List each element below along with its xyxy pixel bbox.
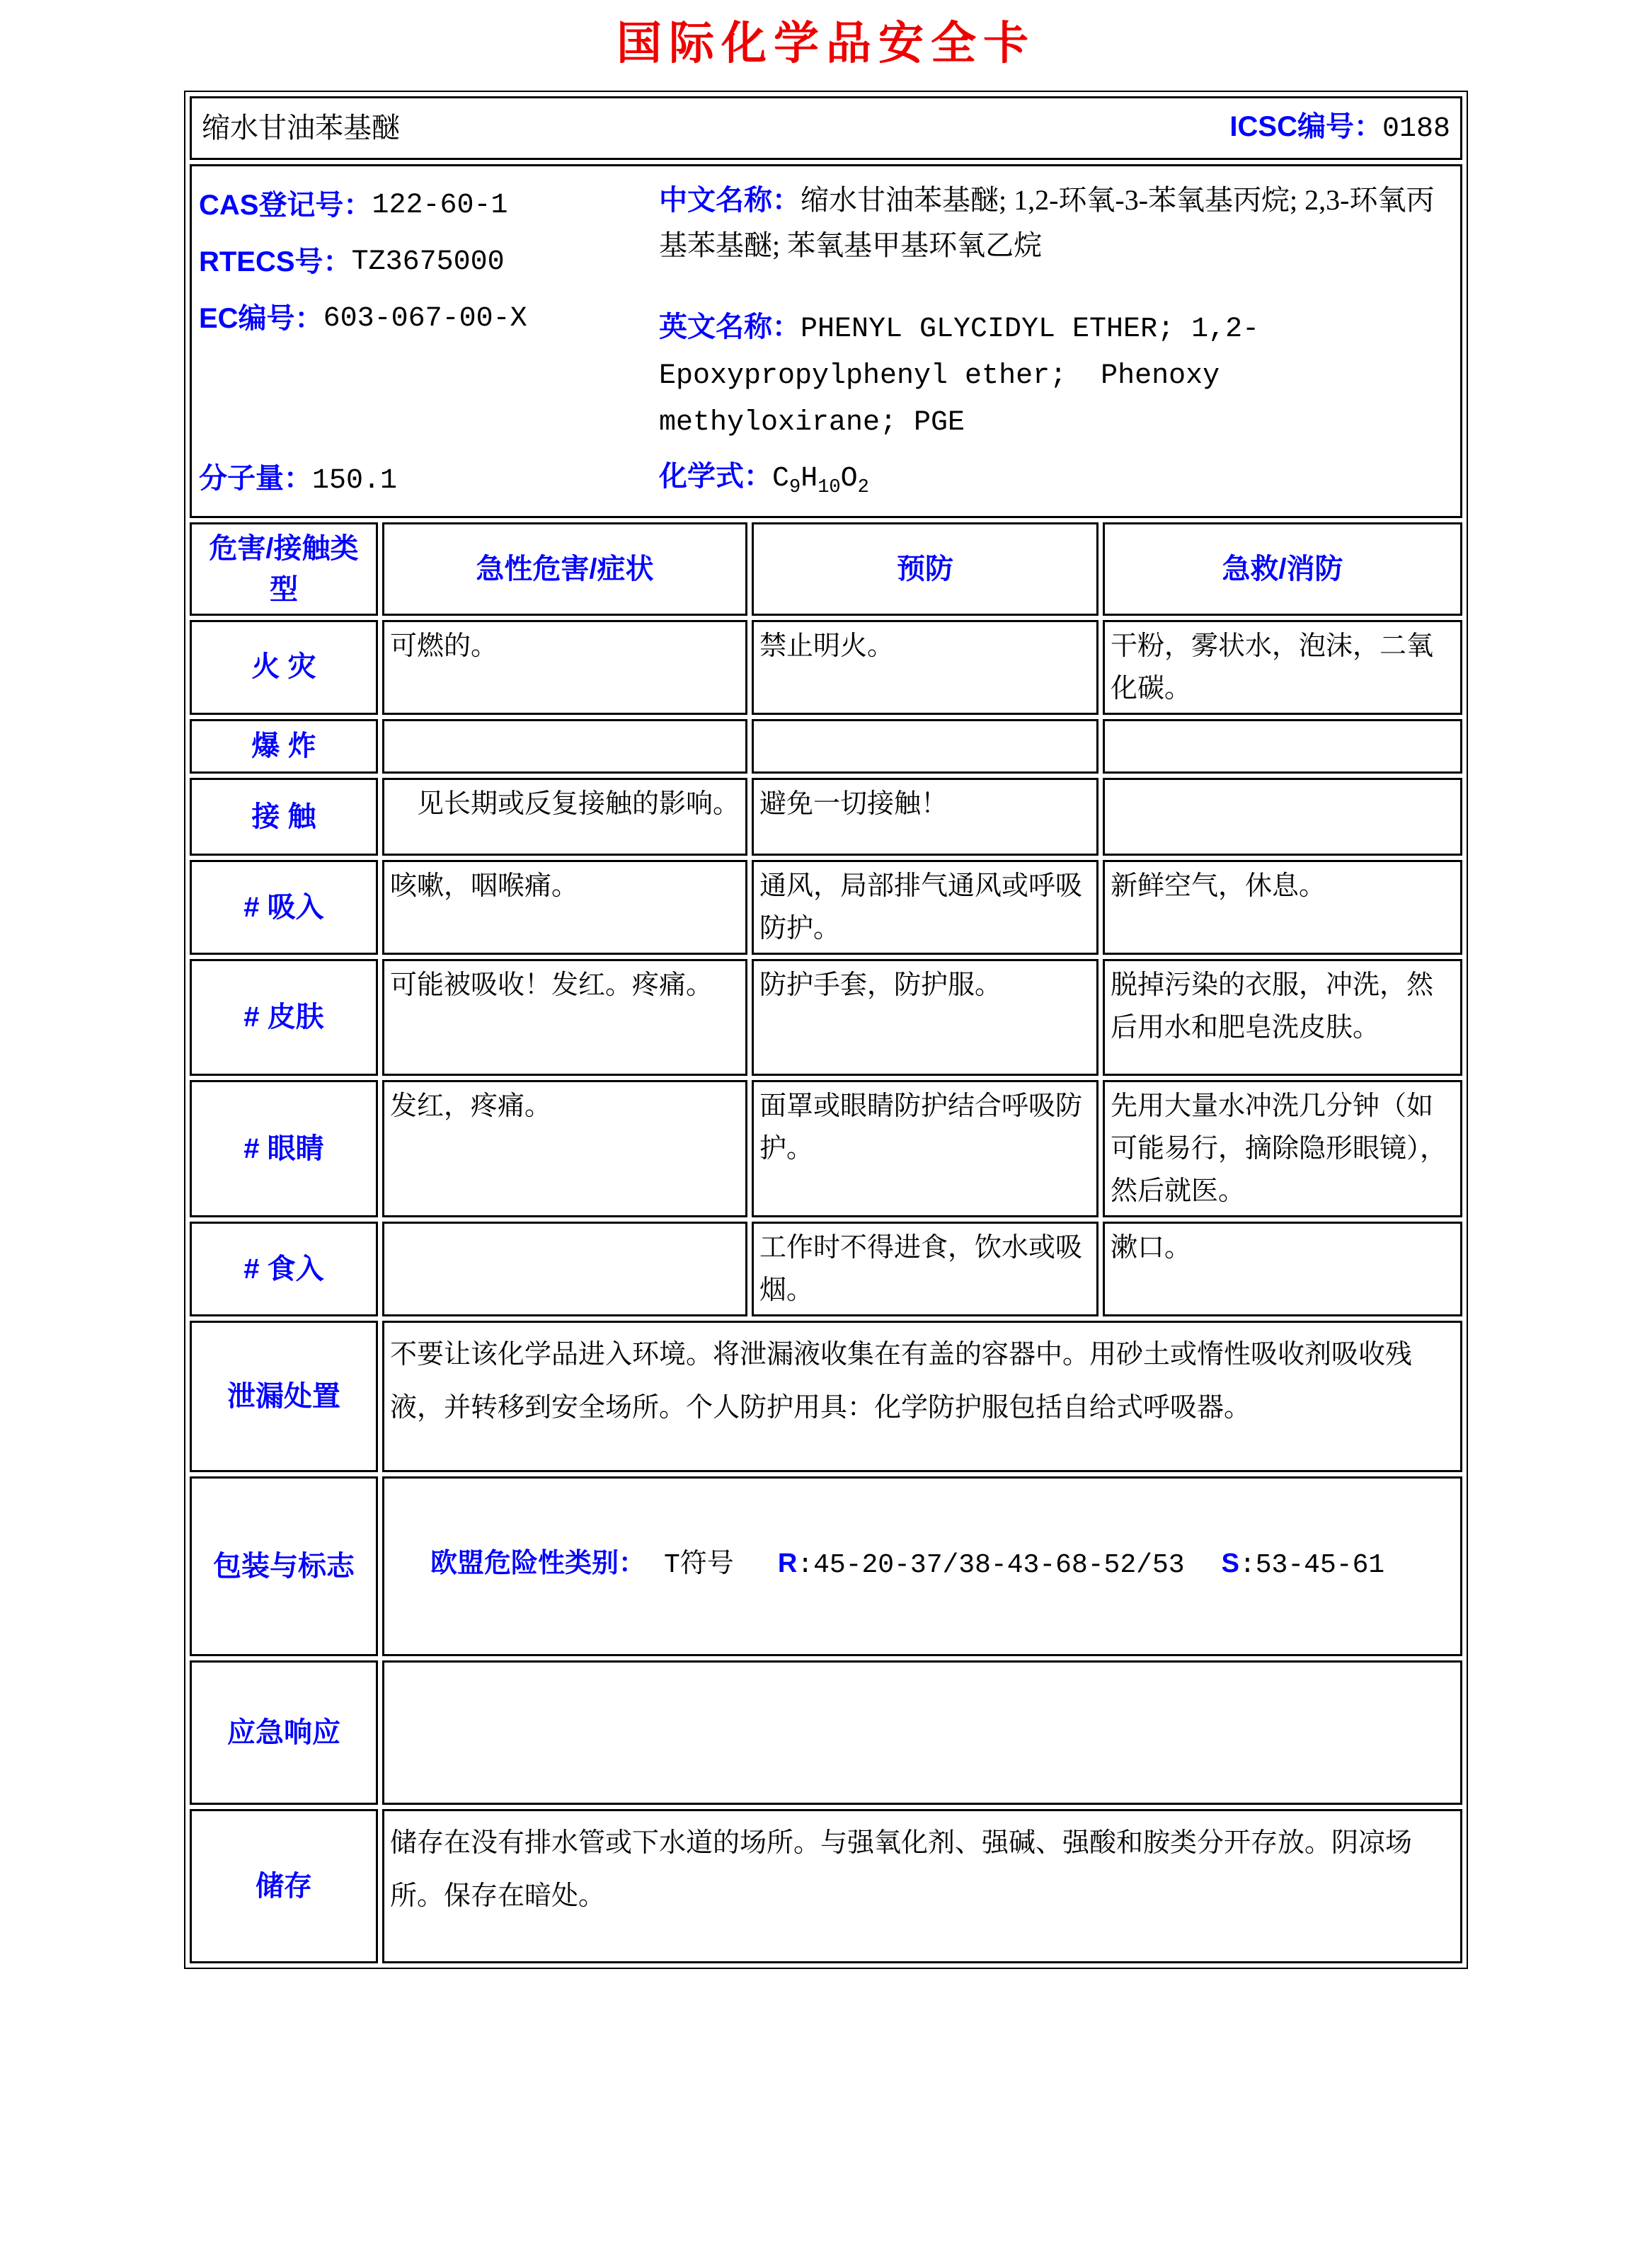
chinese-name-value: 缩水甘油苯基醚; 1,2-环氧-3-苯氧基丙烷; 2,3-环氧丙基苯基醚; 苯氧基甲基环氧乙烷 — [658, 184, 1435, 261]
ec-value: 603-067-00-X — [323, 303, 527, 335]
explosion-label: 爆 炸 — [190, 719, 378, 774]
skin-prevention: 防护手套，防护服。 — [752, 959, 1099, 1076]
icsc-number-value: 0188 — [1382, 113, 1451, 146]
ingestion-firstaid: 漱口。 — [1103, 1222, 1462, 1316]
packaging-text — [382, 1476, 1462, 1656]
icsc-number-group — [1229, 104, 1450, 151]
section-row-emergency — [190, 1660, 1462, 1805]
explosion-symptoms — [382, 719, 747, 774]
skin-firstaid: 脱掉污染的衣服，冲洗，然后用水和肥皂洗皮肤。 — [1103, 959, 1462, 1076]
spill-label: 泄漏处置 — [190, 1321, 378, 1472]
cas-line — [199, 178, 659, 234]
explosion-prevention — [752, 719, 1099, 774]
ingestion-label: # 食入 — [190, 1222, 378, 1316]
eu-class-label: 欧盟危险性类别： — [430, 1548, 646, 1578]
column-header-prevention: 预防 — [752, 522, 1099, 616]
formula-c: C — [771, 463, 789, 495]
fire-prevention: 禁止明火。 — [752, 620, 1099, 715]
eyes-prevention: 面罩或眼睛防护结合呼吸防护。 — [752, 1080, 1099, 1217]
column-header-firstaid: 急救/消防 — [1103, 522, 1462, 616]
english-name-label: 英文名称： — [658, 311, 801, 343]
eyes-label: # 眼睛 — [190, 1080, 378, 1217]
exposure-label: 接 触 — [190, 778, 378, 856]
ingestion-prevention: 工作时不得进食，饮水或吸烟。 — [752, 1222, 1099, 1316]
molecular-weight — [199, 456, 659, 510]
formula-o-count: 2 — [857, 477, 869, 499]
s-phrases-value: 53-45-61 — [1255, 1549, 1385, 1580]
name-row — [190, 96, 1462, 160]
ec-label: EC编号： — [198, 303, 323, 335]
identification-grid — [197, 169, 1455, 513]
rtecs-label: RTECS号： — [198, 246, 352, 278]
hazard-row-exposure — [190, 778, 1462, 856]
formula-h: H — [801, 463, 818, 495]
chemical-formula — [659, 454, 1452, 510]
page-title: 国际化学品安全卡 — [616, 18, 1036, 69]
exposure-symptoms: 见长期或反复接触的影响。 — [382, 778, 747, 856]
ec-line — [199, 291, 659, 348]
emergency-text — [382, 1660, 1462, 1805]
chemical-formula-label: 化学式： — [658, 461, 772, 493]
emergency-label: 应急响应 — [190, 1660, 378, 1805]
column-header-symptoms: 急性危害/症状 — [382, 522, 747, 616]
rtecs-value: TZ3675000 — [351, 246, 505, 279]
s-separator: : — [1239, 1549, 1256, 1580]
registry-numbers — [199, 178, 659, 451]
column-header-hazard-type: 危害/接触类型 — [190, 522, 378, 616]
molecular-weight-label: 分子量： — [198, 462, 312, 494]
inhalation-prevention: 通风，局部排气通风或呼吸防护。 — [752, 860, 1099, 955]
icsc-card-table — [184, 91, 1468, 1969]
inhalation-label: # 吸入 — [190, 860, 378, 955]
storage-label: 储存 — [190, 1809, 378, 1963]
english-name-block — [659, 305, 1452, 445]
r-phrases-label: R — [777, 1548, 798, 1578]
chemical-names — [659, 178, 1452, 451]
fire-symptoms: 可燃的。 — [382, 620, 747, 715]
name-bar — [197, 101, 1455, 155]
eyes-firstaid: 先用大量水冲洗几分钟（如可能易行，摘除隐形眼镜），然后就医。 — [1103, 1080, 1462, 1217]
name-cell — [190, 96, 1462, 160]
hazard-row-eyes — [190, 1080, 1462, 1217]
chemical-name: 缩水甘油苯基醚 — [201, 112, 400, 144]
skin-symptoms: 可能被吸收！发红。疼痛。 — [382, 959, 747, 1076]
spill-text: 不要让该化学品进入环境。将泄漏液收集在有盖的容器中。用砂土或惰性吸收剂吸收残液，并转移到安全场所。个人防护用具：化学防护服包括自给式呼吸器。 — [382, 1321, 1462, 1472]
packaging-label: 包装与标志 — [190, 1476, 378, 1656]
storage-text: 储存在没有排水管或下水道的场所。与强氧化剂、强碱、强酸和胺类分开存放。阴凉场所。保存在暗处。 — [382, 1809, 1462, 1963]
ingestion-symptoms — [382, 1222, 747, 1316]
inhalation-symptoms: 咳嗽，咽喉痛。 — [382, 860, 747, 955]
hazard-row-ingestion — [190, 1222, 1462, 1316]
hazard-row-explosion — [190, 719, 1462, 774]
eyes-symptoms: 发红，疼痛。 — [382, 1080, 747, 1217]
r-separator: : — [797, 1549, 814, 1580]
eu-class-value: T符号 — [664, 1549, 734, 1580]
cas-value: 122-60-1 — [372, 190, 508, 222]
hazard-row-skin — [190, 959, 1462, 1076]
explosion-firstaid — [1103, 719, 1462, 774]
chinese-name-block — [659, 178, 1452, 268]
hazard-header-row — [190, 522, 1462, 616]
identification-cell — [190, 164, 1462, 518]
chinese-name-label: 中文名称： — [658, 185, 801, 216]
molecular-weight-value: 150.1 — [311, 464, 398, 497]
formula-c-count: 9 — [789, 477, 801, 499]
formula-h-count: 10 — [818, 477, 841, 499]
section-row-storage — [190, 1809, 1462, 1963]
inhalation-firstaid: 新鲜空气，休息。 — [1103, 860, 1462, 955]
english-name-value: PHENYL GLYCIDYL ETHER; 1,2-Epoxypropylphenyl ether; Phenoxy methyloxirane; PGE — [658, 314, 1260, 439]
exposure-prevention: 避免一切接触！ — [752, 778, 1099, 856]
fire-label: 火 灾 — [190, 620, 378, 715]
rtecs-line — [199, 234, 659, 291]
r-phrases-value: 45-20-37/38-43-68-52/53 — [813, 1549, 1185, 1580]
section-row-packaging — [190, 1476, 1462, 1656]
formula-o: O — [840, 463, 858, 495]
fire-firstaid: 干粉，雾状水，泡沫，二氧化碳。 — [1103, 620, 1462, 715]
cas-label: CAS登记号： — [198, 190, 372, 222]
exposure-firstaid — [1103, 778, 1462, 856]
icsc-number-label: ICSC编号： — [1229, 111, 1382, 143]
hazard-row-fire — [190, 620, 1462, 715]
skin-label: # 皮肤 — [190, 959, 378, 1076]
hazard-row-inhalation — [190, 860, 1462, 955]
s-phrases-label: S — [1221, 1548, 1239, 1578]
chemical-formula-value — [771, 463, 869, 499]
identification-row — [190, 164, 1462, 518]
section-row-spill — [190, 1321, 1462, 1472]
